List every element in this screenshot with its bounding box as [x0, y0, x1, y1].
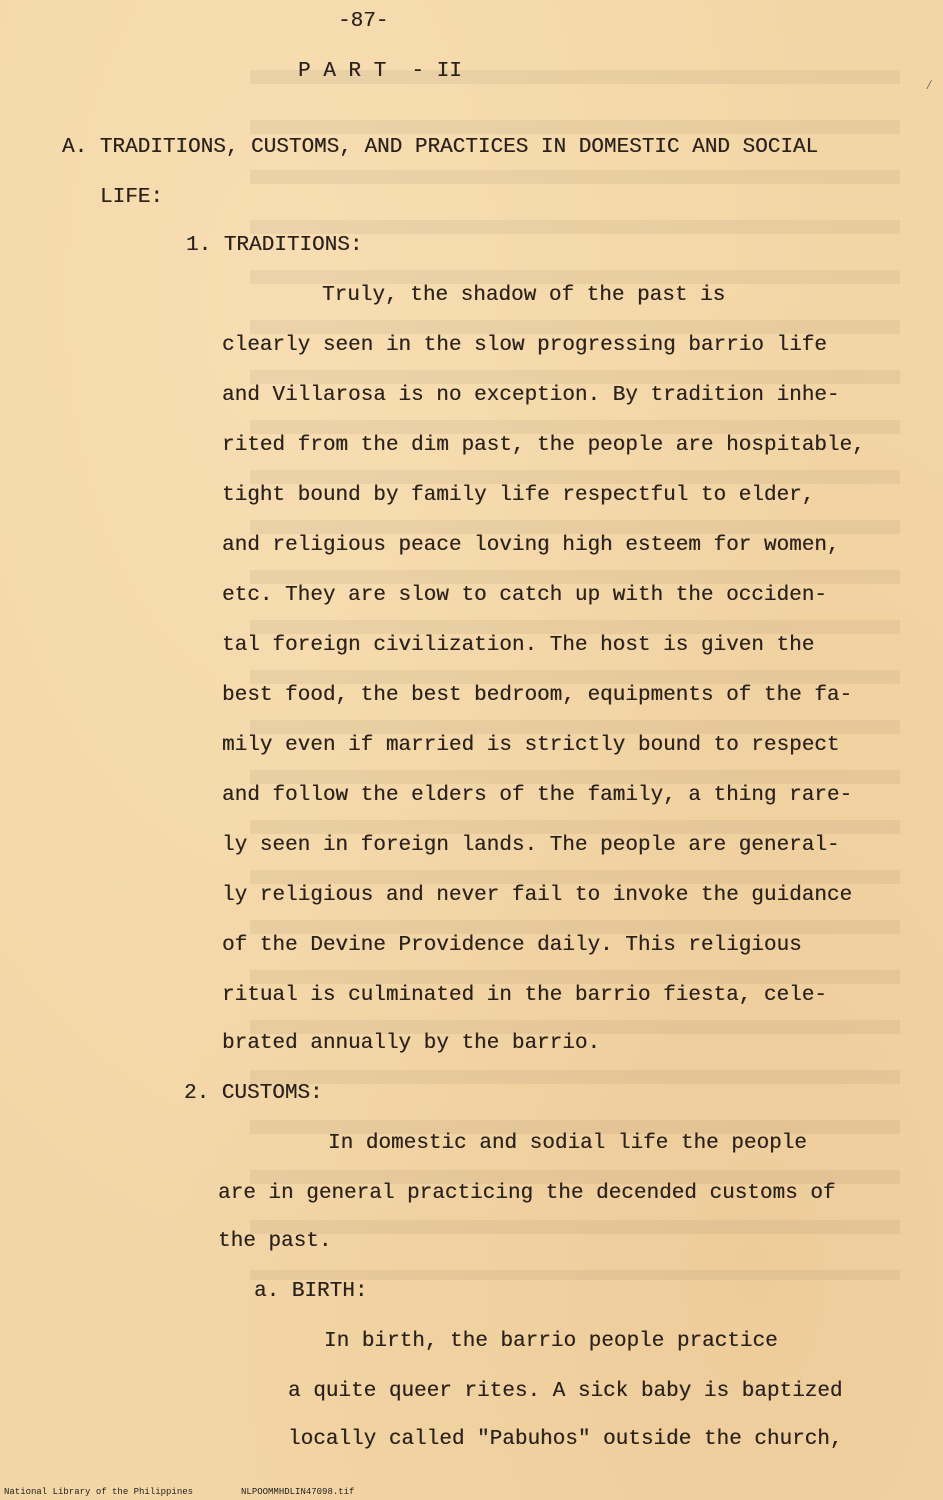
paragraph-line: of the Devine Providence daily. This religious — [222, 934, 802, 957]
footer-library: National Library of the Philippines — [4, 1487, 194, 1497]
customs-heading: 2. CUSTOMS: — [184, 1082, 323, 1105]
paragraph-line: are in general practicing the decended customs of — [218, 1182, 836, 1205]
paragraph-line: and religious peace loving high esteem for women, — [222, 534, 840, 557]
paragraph-line: rited from the dim past, the people are hospitable, — [222, 434, 865, 457]
margin-mark: ⁄ — [925, 78, 934, 94]
paragraph-line: tight bound by family life respectful to elder, — [222, 484, 815, 507]
scan-footer — [4, 1487, 354, 1498]
paragraph-line: and Villarosa is no exception. By tradition inhe- — [222, 384, 840, 407]
paragraph-line: a quite queer rites. A sick baby is baptized — [288, 1380, 843, 1403]
paragraph-line: In birth, the barrio people practice — [324, 1330, 778, 1353]
section-a-heading-line2: LIFE: — [100, 186, 164, 209]
paragraph-line: ly religious and never fail to invoke the guidance — [222, 884, 853, 907]
paragraph-line: and follow the elders of the family, a thing rare- — [222, 784, 853, 807]
page-number: -87- — [338, 10, 389, 33]
paragraph-line: mily even if married is strictly bound to respect — [222, 734, 840, 757]
paragraph-line: tal foreign civilization. The host is given the — [222, 634, 815, 657]
footer-filename: NLPOOMMHDLIN47098.tif — [241, 1487, 355, 1497]
paragraph-line: locally called "Pabuhos" outside the church, — [288, 1428, 843, 1451]
birth-heading: a. BIRTH: — [254, 1280, 368, 1303]
section-a-heading-line1: A. TRADITIONS, CUSTOMS, AND PRACTICES IN DOMESTIC AND SOCIAL — [62, 136, 819, 159]
paragraph-line: best food, the best bedroom, equipments of the fa- — [222, 684, 853, 707]
paragraph-line: In domestic and sodial life the people — [328, 1132, 807, 1155]
paragraph-line: Truly, the shadow of the past is — [322, 284, 726, 307]
paragraph-line: ritual is culminated in the barrio fiesta, cele- — [222, 984, 827, 1007]
paragraph-line: the past. — [218, 1230, 332, 1253]
paragraph-line: clearly seen in the slow progressing barrio life — [222, 334, 827, 357]
paragraph-line: etc. They are slow to catch up with the occiden- — [222, 584, 827, 607]
paragraph-line: brated annually by the barrio. — [222, 1032, 601, 1055]
traditions-heading: 1. TRADITIONS: — [186, 234, 363, 257]
part-heading: P A R T - II — [298, 60, 462, 83]
paragraph-line: ly seen in foreign lands. The people are general- — [222, 834, 840, 857]
